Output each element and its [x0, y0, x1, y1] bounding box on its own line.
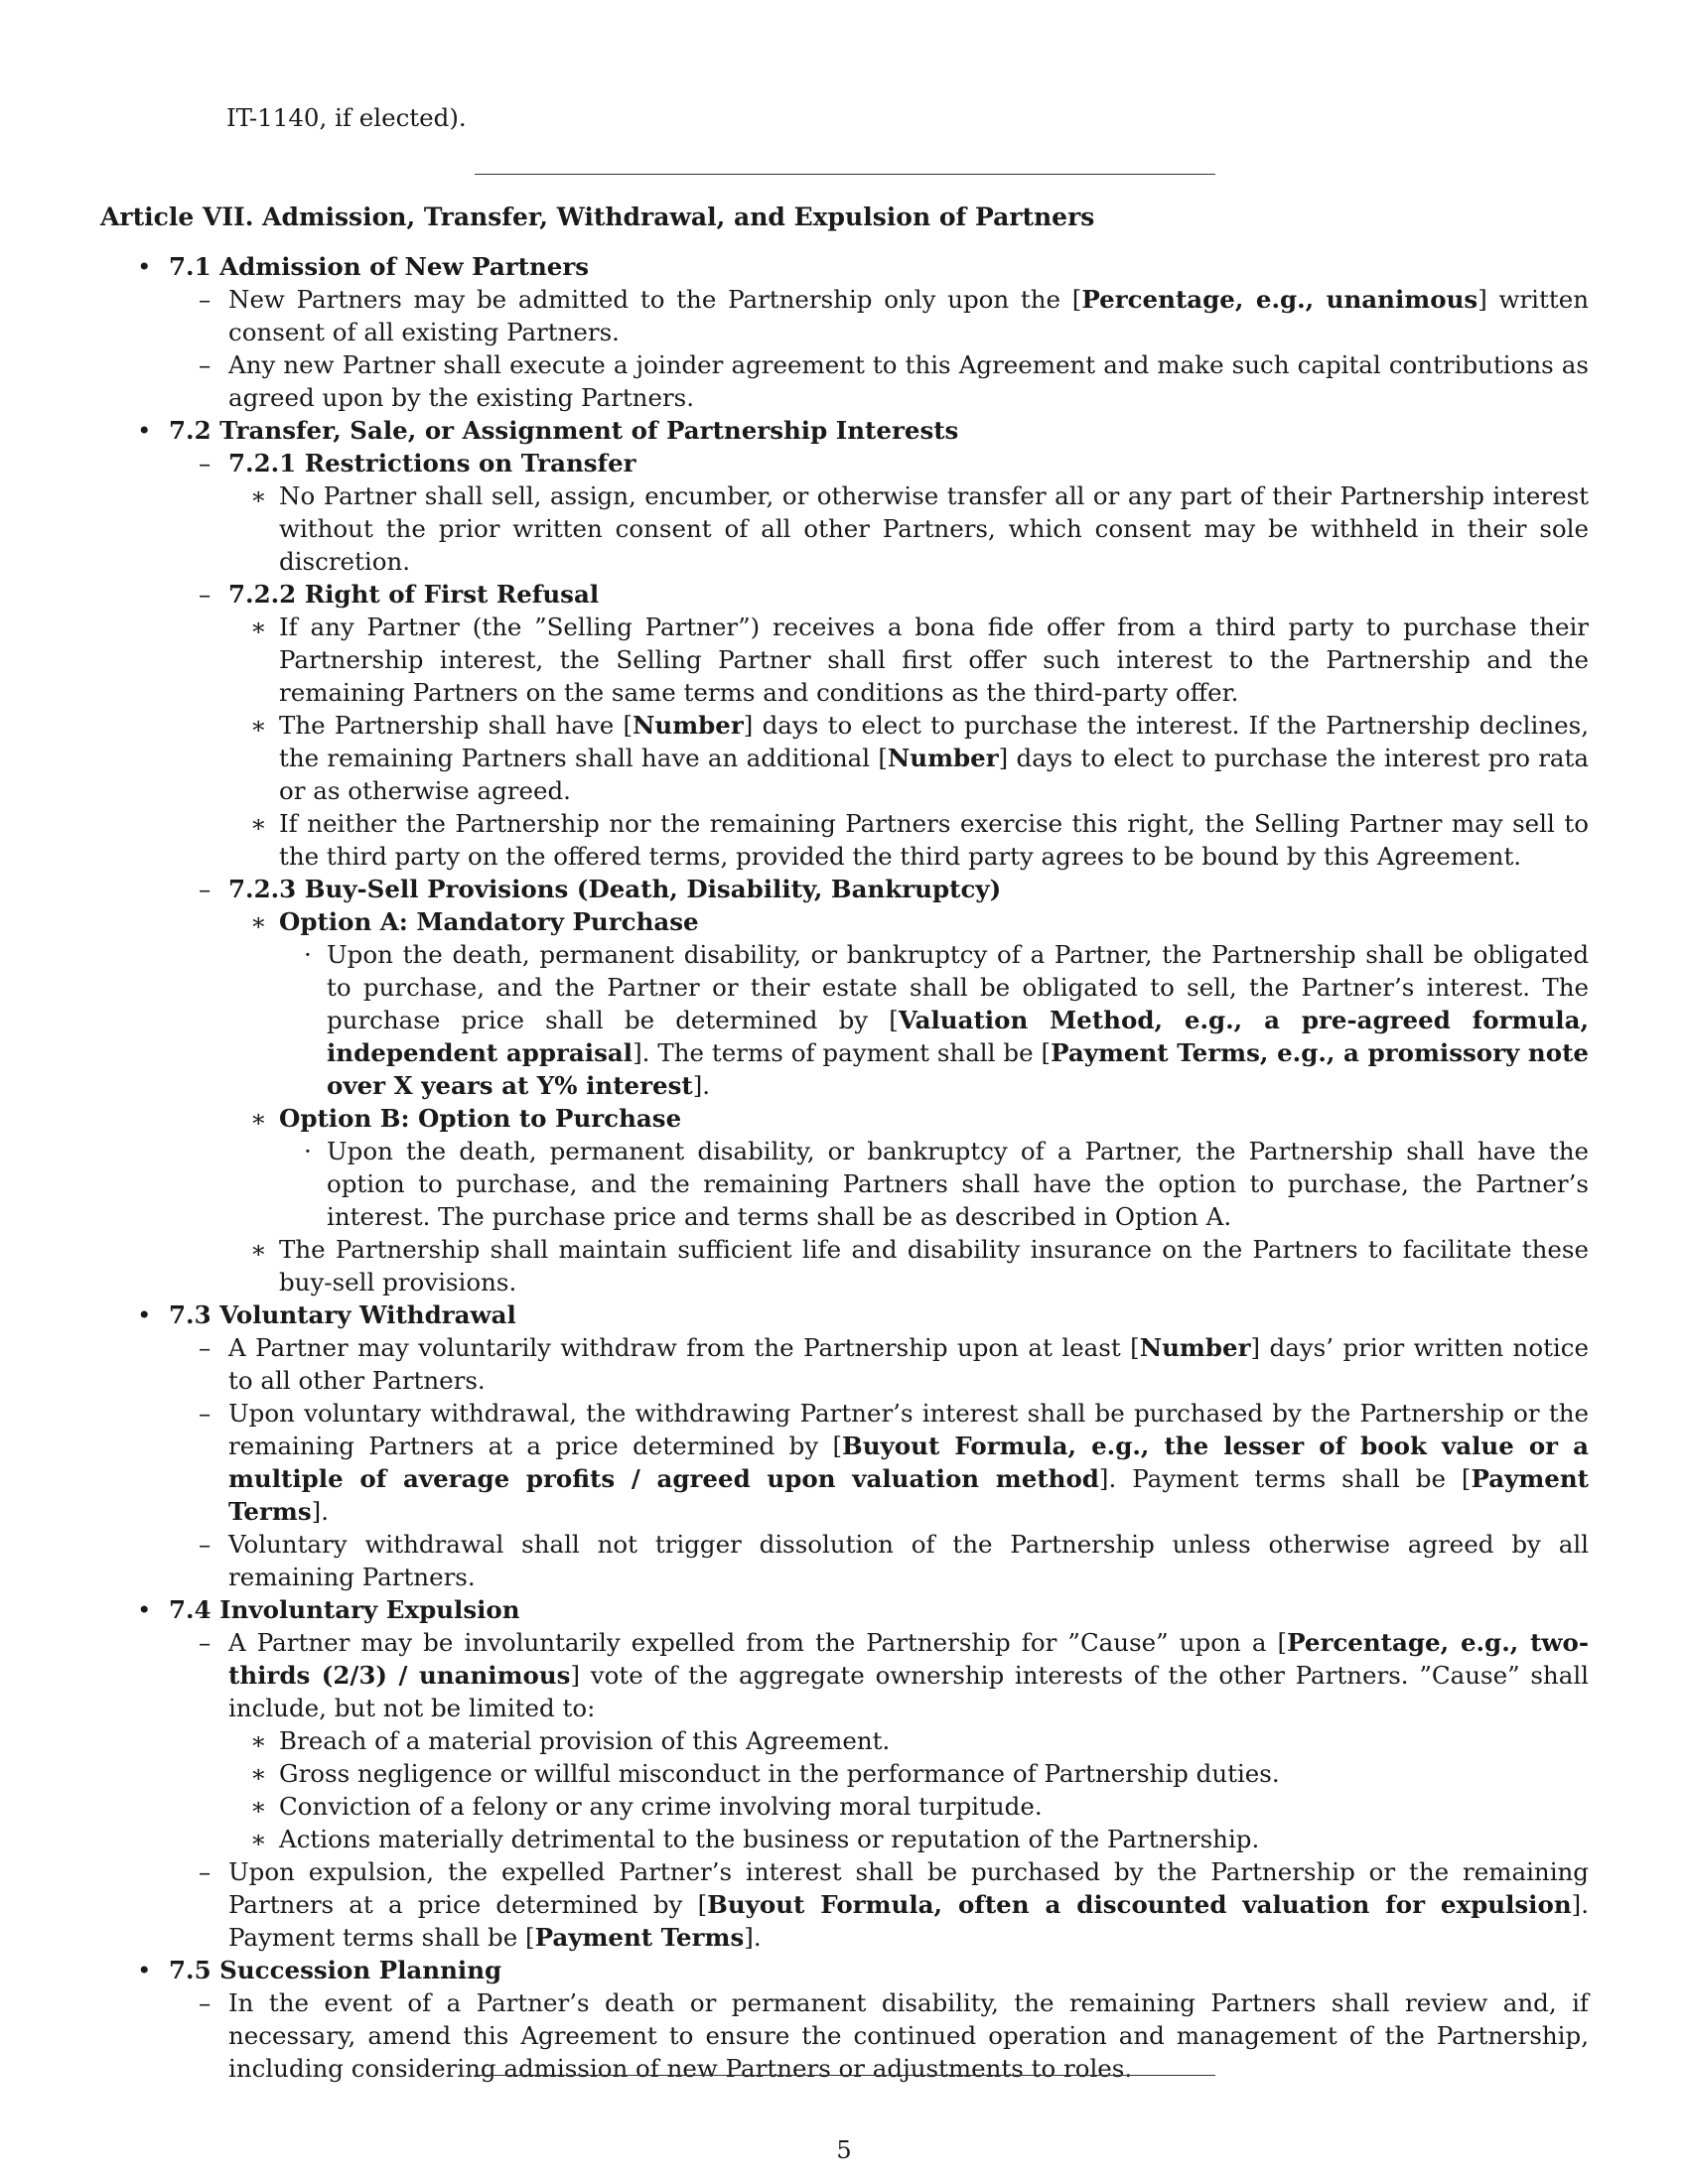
placeholder-term: Payment Terms [228, 1464, 1589, 1526]
cause-item: ∗ Conviction of a felony or any crime involving moral turpitude. [250, 1792, 1043, 1821]
bullet-asterisk: ∗ [250, 1792, 267, 1821]
bullet-asterisk: ∗ [250, 1825, 267, 1853]
bullet-asterisk: ∗ [250, 1759, 267, 1788]
bullet-dash: – [199, 1333, 211, 1362]
cause-item: ∗ Gross negligence or willful misconduct in the performance of Partnership duties. [250, 1759, 1280, 1788]
continuation-text: IT-1140, if elected). [226, 103, 467, 132]
subsection-7-2-2 [100, 578, 1590, 611]
bullet-dash: – [199, 350, 211, 379]
bullet-asterisk: ∗ [250, 1235, 267, 1264]
list-item: – Any new Partner shall execute a joinder agreement to this Agreement and make such capital contributions as agreed upon by the existing Partners. [199, 350, 1589, 412]
option-heading: Option A: Mandatory Purchase [279, 907, 699, 936]
bullet-dash: – [199, 1857, 211, 1886]
bullet-dash: – [199, 1988, 211, 2017]
section-heading: 7.4 Involuntary Expulsion [169, 1595, 520, 1624]
bullet-dot: • [137, 1956, 152, 1984]
bullet-dot: • [137, 1595, 152, 1624]
list-item: ∗ The Partnership shall have [Number] days to elect to purchase the interest. If the Partnership declines, the remaining Partners shall have an additional [Number] days to elect to purchase the interest pro rata or as otherwise agreed. [250, 711, 1589, 805]
bullet-dash: – [199, 285, 211, 314]
list-item: ∗ The Partnership shall maintain sufficient life and disability insurance on the Partners to facilitate these buy-sell provisions. [250, 1235, 1589, 1297]
article-body [100, 250, 1590, 2085]
list-item: – Voluntary withdrawal shall not trigger dissolution of the Partnership unless otherwise agreed by all remaining Partners. [199, 1530, 1589, 1591]
subsection-7-2-1 [100, 447, 1590, 479]
list-item: ∗ If neither the Partnership nor the remaining Partners exercise this right, the Selling Partner may sell to the third party on the offered terms, provided the third party agrees to be bound by this Agreement. [250, 809, 1589, 871]
list-item: – A Partner may voluntarily withdraw from the Partnership upon at least [Number] days’ prior written notice to all other Partners. [199, 1333, 1589, 1395]
bullet-dash: – [199, 449, 211, 478]
bullet-middot: · [304, 940, 312, 969]
placeholder-term: Number [1139, 1333, 1251, 1362]
bullet-dash: – [199, 1399, 211, 1428]
bullet-asterisk: ∗ [250, 907, 267, 936]
list-item: – A Partner may be involuntarily expelled from the Partnership for ”Cause” upon a [Percentage, e.g., two-thirds (2/3) / unanimous] vote of the aggregate ownership interests of the other Partners. ”Cause” shall include, but not be limited to: [199, 1628, 1589, 1722]
bullet-asterisk: ∗ [250, 613, 267, 641]
placeholder-term: Valuation Method, e.g., a pre-agreed formula, independent appraisal [327, 1006, 1589, 1067]
bullet-dot: • [137, 252, 152, 281]
list-item: · Upon the death, permanent disability, or bankruptcy of a Partner, the Partnership shall be obligated to purchase, and the Partner or their estate shall be obligated to sell, the Partner’s interest. The purchase price shall be determined by [Valuation Method, e.g., a pre-agreed formula, independent appraisal]. The terms of payment shall be [Payment Terms, e.g., a promissory note over X years at Y% interest]. [304, 940, 1589, 1100]
list-item: ∗ No Partner shall sell, assign, encumber, or otherwise transfer all or any part of their Partnership interest without the prior written consent of all other Partners, which consent may be withheld in their sole discretion. [250, 481, 1589, 576]
section-heading: 7.3 Voluntary Withdrawal [169, 1300, 516, 1329]
subsection-7-2-3 [100, 873, 1590, 905]
article-title: Article VII. Admission, Transfer, Withdrawal, and Expulsion of Partners [100, 203, 1095, 231]
list-item: – In the event of a Partner’s death or permanent disability, the remaining Partners shall review and, if necessary, amend this Agreement to ensure the continued operation and management of the Partnership, including considering admission of new Partners or adjustments to roles. [199, 1988, 1589, 2083]
bullet-asterisk: ∗ [250, 809, 267, 838]
bullet-asterisk: ∗ [250, 1104, 267, 1133]
bullet-dash: – [199, 580, 211, 609]
cause-item: ∗ Actions materially detrimental to the business or reputation of the Partnership. [250, 1825, 1260, 1853]
section-7-4 [100, 1593, 1590, 1626]
option-a [100, 905, 1590, 938]
bullet-dash: – [199, 1530, 211, 1559]
placeholder-term: Payment Terms [534, 1923, 745, 1952]
placeholder-term: Buyout Formula, e.g., the lesser of book value or a multiple of average profits / agreed upon valuation method [228, 1432, 1589, 1493]
placeholder-term: Buyout Formula, often a discounted valuation for expulsion [707, 1890, 1572, 1919]
list-item: – Upon expulsion, the expelled Partner’s interest shall be purchased by the Partnership or the remaining Partners at a price determined by [Buyout Formula, often a discounted valuation for expulsion]. Payment terms shall be [Payment Terms]. [199, 1857, 1589, 1952]
bullet-dot: • [137, 416, 152, 445]
section-7-5 [100, 1954, 1590, 1986]
bullet-middot: · [304, 1137, 312, 1165]
option-heading: Option B: Option to Purchase [279, 1104, 682, 1133]
section-heading: 7.1 Admission of New Partners [169, 252, 590, 281]
section-7-2 [100, 414, 1590, 447]
section-heading: 7.5 Succession Planning [169, 1956, 502, 1984]
bullet-dot: • [137, 1300, 152, 1329]
cause-item: ∗ Breach of a material provision of this Agreement. [250, 1726, 891, 1755]
bullet-dash: – [199, 875, 211, 903]
bullet-dash: – [199, 1628, 211, 1657]
list-item: ∗ If any Partner (the ”Selling Partner”) receives a bona fide offer from a third party to purchase their Partnership interest, the Selling Partner shall first offer such interest to the Partnership and the remaining Partners on the same terms and conditions as the third-party offer. [250, 613, 1589, 707]
option-b [100, 1102, 1590, 1135]
placeholder-term: Number [633, 711, 744, 740]
placeholder-term: Percentage, e.g., two-thirds (2/3) / unanimous [228, 1628, 1589, 1690]
placeholder-term: Percentage, e.g., unanimous [1081, 285, 1478, 314]
list-item: – New Partners may be admitted to the Partnership only upon the [Percentage, e.g., unanimous] written consent of all existing Partners. [199, 285, 1589, 346]
list-item: · Upon the death, permanent disability, or bankruptcy of a Partner, the Partnership shall have the option to purchase, and the remaining Partners shall have the option to purchase, the Partner’s interest. The purchase price and terms shall be as described in Option A. [304, 1137, 1589, 1231]
horizontal-rule [475, 2075, 1215, 2076]
section-heading: 7.2 Transfer, Sale, or Assignment of Partnership Interests [169, 416, 959, 445]
page-number: 5 [836, 2136, 852, 2164]
subsection-heading: 7.2.3 Buy-Sell Provisions (Death, Disability, Bankruptcy) [228, 875, 1002, 903]
subsection-heading: 7.2.2 Right of First Refusal [228, 580, 600, 609]
placeholder-term: Number [887, 744, 999, 772]
section-7-1 [100, 250, 1590, 283]
horizontal-rule [475, 174, 1215, 175]
bullet-asterisk: ∗ [250, 711, 267, 740]
bullet-asterisk: ∗ [250, 1726, 267, 1755]
list-item: – Upon voluntary withdrawal, the withdrawing Partner’s interest shall be purchased by the Partnership or the remaining Partners at a price determined by [Buyout Formula, e.g., the lesser of book value or a multiple of average profits / agreed upon valuation method]. Payment terms shall be [Payment Terms]. [199, 1399, 1589, 1526]
section-7-3 [100, 1298, 1590, 1331]
subsection-heading: 7.2.1 Restrictions on Transfer [228, 449, 636, 478]
placeholder-term: Payment Terms, e.g., a promissory note over X years at Y% interest [327, 1038, 1589, 1100]
bullet-asterisk: ∗ [250, 481, 267, 510]
